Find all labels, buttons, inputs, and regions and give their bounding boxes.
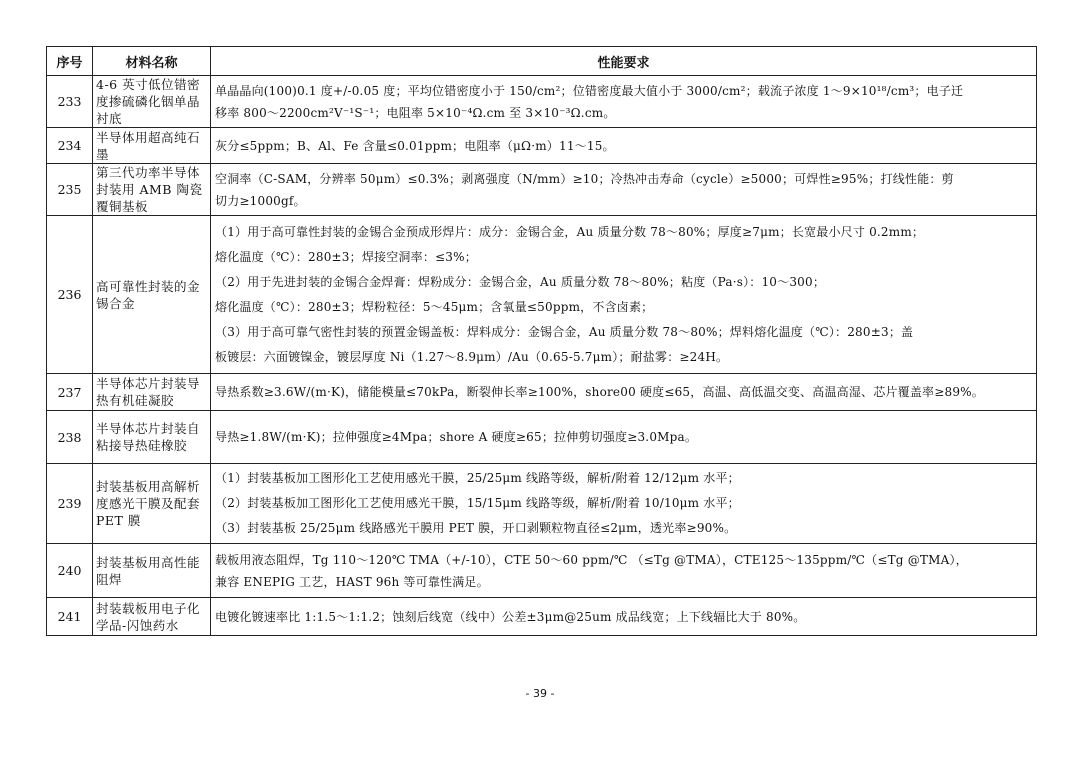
row-material-name: 封装基板用高性能阻焊 [93, 544, 211, 598]
requirement-line: （2）封装基板加工图形化工艺使用感光干膜，15/15μm 线路等级，解析/附着 10/10μm 水平； [215, 496, 740, 510]
requirement-line: 板镀层：六面镀镍金，镀层厚度 Ni（1.27～8.9μm）/Au（0.65-5.7μm）；耐盐雾：≥24H。 [215, 349, 729, 364]
row-serial-no: 240 [47, 544, 93, 598]
requirement-line: （3）用于高可靠气密性封装的预置金锡盖板：焊料成分：金锡合金，Au 质量分数 78～80%；焊料熔化温度（℃）：280±3；盖 [215, 324, 914, 339]
row-serial-no: 233 [47, 76, 93, 128]
requirement-line: （1）用于高可靠性封装的金锡合金预成形焊片：成分：金锡合金，Au 质量分数 78～80%；厚度≥7μm；长宽最小尺寸 0.2mm； [215, 224, 925, 239]
row-material-name: 封装基板用高解析度感光干膜及配套 PET 膜 [93, 464, 211, 544]
row-serial-no: 237 [47, 374, 93, 411]
header-performance-requirements: 性能要求 [211, 47, 1037, 76]
row-material-name: 半导体用超高纯石墨 [93, 128, 211, 164]
row-performance-requirements [211, 544, 1037, 598]
table-row [47, 216, 1037, 374]
requirement-line: （3）封装基板 25/25μm 线路感光干膜用 PET 膜，开口剥颗粒物直径≤2μm，透光率≥90%。 [215, 521, 737, 535]
requirement-line: 熔化温度（℃）：280±3；焊粉粒径：5～45μm；含氧量≤50ppm，不含卤素； [215, 299, 654, 314]
requirement-line: 载板用液态阻焊，Tg 110～120℃ TMA（+/-10），CTE 50～60 ppm/℃ （≤Tg @TMA），CTE125～135ppm/℃（≤Tg @TMA）， [215, 552, 968, 567]
requirement-line: 导热≥1.8W/(m·K)；拉伸强度≥4Mpa；shore A 硬度≥65；拉伸剪切强度≥3.0Mpa。 [215, 430, 698, 444]
row-performance-requirements [211, 128, 1037, 164]
table-row [47, 411, 1037, 464]
requirement-line: 电镀化镀速率比 1:1.5～1:1.2；蚀刻后线宽（线中）公差±3μm@25um 成品线宽；上下线辐比大于 80%。 [215, 609, 806, 624]
row-serial-no: 236 [47, 216, 93, 374]
requirement-line: 熔化温度（℃）：280±3；焊接空洞率：≤3%； [215, 249, 477, 264]
table-row [47, 544, 1037, 598]
table-header-row [47, 47, 1037, 76]
row-performance-requirements [211, 76, 1037, 128]
header-serial-no: 序号 [47, 47, 93, 76]
row-performance-requirements [211, 216, 1037, 374]
row-performance-requirements [211, 464, 1037, 544]
table-row [47, 598, 1037, 636]
materials-spec-table [46, 46, 1037, 636]
requirement-line: （1）封装基板加工图形化工艺使用感光干膜，25/25μm 线路等级，解析/附着 12/12μm 水平； [215, 471, 740, 485]
table-row [47, 464, 1037, 544]
row-serial-no: 235 [47, 164, 93, 216]
spec-table-container [46, 46, 1036, 636]
row-material-name: 第三代功率半导体封装用 AMB 陶瓷覆铜基板 [93, 164, 211, 216]
requirement-line: 切力≥1000gf。 [215, 193, 306, 208]
requirement-line: 空洞率（C-SAM，分辨率 50μm）≤0.3%；剥离强度（N/mm）≥10；冷热冲击寿命（cycle）≥5000；可焊性≥95%；打线性能：剪 [215, 171, 954, 186]
row-performance-requirements [211, 598, 1037, 636]
requirement-line: 灰分≤5ppm；B、Al、Fe 含量≤0.01ppm；电阻率（μΩ·m）11～15。 [215, 138, 615, 153]
row-serial-no: 234 [47, 128, 93, 164]
row-performance-requirements [211, 164, 1037, 216]
row-serial-no: 241 [47, 598, 93, 636]
requirement-line: 兼容 ENEPIG 工艺，HAST 96h 等可靠性满足。 [215, 574, 489, 589]
requirement-line: 单晶晶向(100)0.1 度+/-0.05 度；平均位错密度小于 150/cm²；位错密度最大值小于 3000/cm²；载流子浓度 1～9×10¹⁸/cm³；电子迁 [215, 83, 964, 98]
row-material-name: 半导体芯片封装自粘接导热硅橡胶 [93, 411, 211, 464]
requirement-line: 移率 800～2200cm²V⁻¹S⁻¹；电阻率 5×10⁻⁴Ω.cm 至 3×10⁻³Ω.cm。 [215, 105, 616, 120]
requirement-line: 导热系数≥3.6W/(m·K)，储能模量≤70kPa，断裂伸长率≥100%，shore00 硬度≤65，高温、高低温交变、高温高湿、芯片覆盖率≥89%。 [215, 385, 984, 399]
table-row [47, 374, 1037, 411]
row-serial-no: 238 [47, 411, 93, 464]
page-number: - 39 - [525, 687, 555, 700]
row-material-name: 4-6 英寸低位错密度掺硫磷化铟单晶衬底 [93, 76, 211, 128]
header-material-name: 材料名称 [93, 47, 211, 76]
table-row [47, 76, 1037, 128]
table-row [47, 164, 1037, 216]
row-performance-requirements [211, 411, 1037, 464]
row-material-name: 半导体芯片封装导热有机硅凝胶 [93, 374, 211, 411]
row-material-name: 高可靠性封装的金锡合金 [93, 216, 211, 374]
table-row [47, 128, 1037, 164]
row-serial-no: 239 [47, 464, 93, 544]
row-material-name: 封装载板用电子化学品-闪蚀药水 [93, 598, 211, 636]
row-performance-requirements [211, 374, 1037, 411]
requirement-line: （2）用于先进封装的金锡合金焊膏：焊粉成分：金锡合金，Au 质量分数 78～80%；粘度（Pa·s）：10～300； [215, 274, 826, 289]
